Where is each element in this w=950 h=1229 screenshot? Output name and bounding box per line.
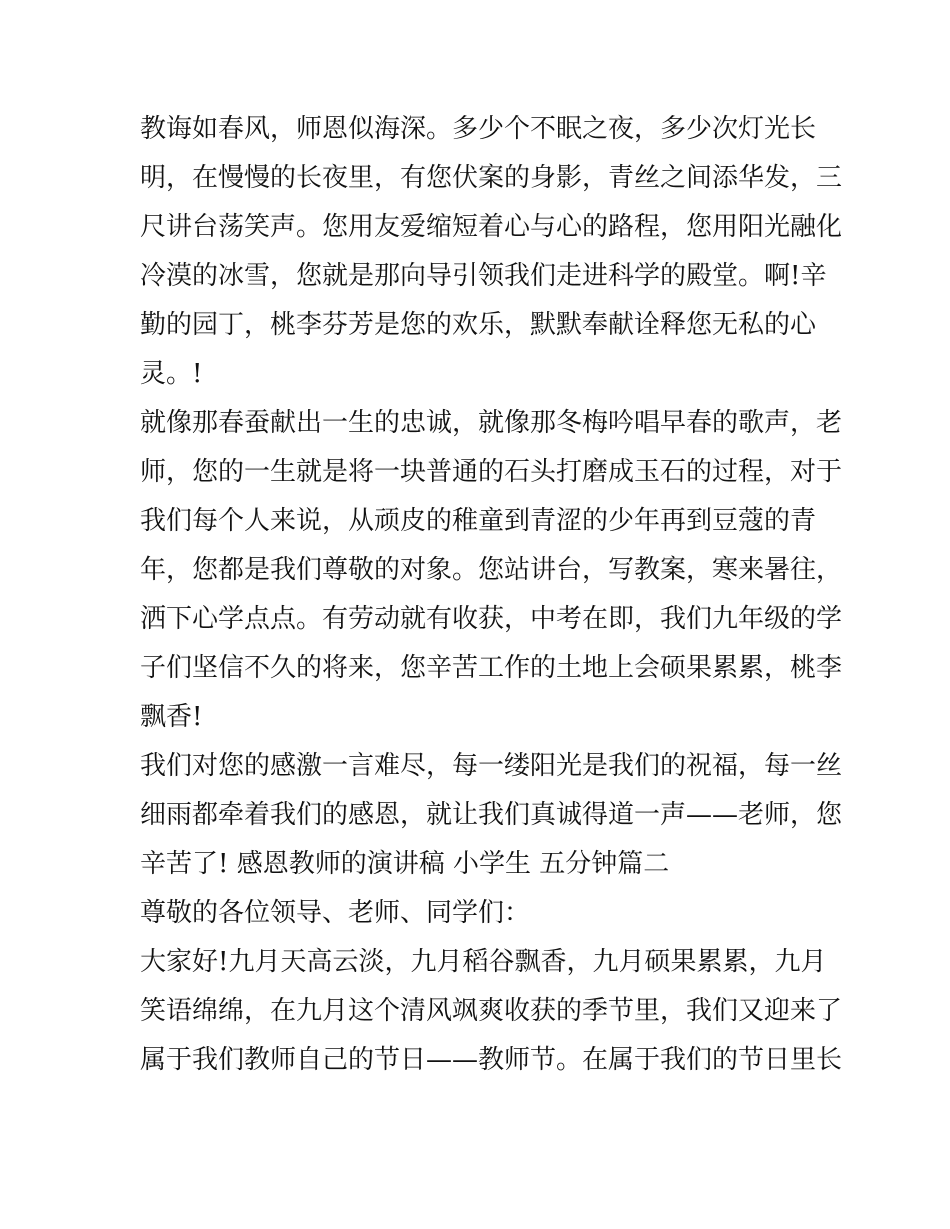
text-line: 就像那春蚕献出一生的忠诚，就像那冬梅吟唱早春的歌声，老 xyxy=(140,408,843,438)
text-line: 飘香! xyxy=(140,702,203,732)
text-line: 灵。! xyxy=(140,359,203,389)
text-line: 笑语绵绵，在九月这个清风飒爽收获的季节里，我们又迎来了 xyxy=(140,996,843,1026)
text-line: 师，您的一生就是将一块普通的石头打磨成玉石的过程，对于 xyxy=(140,457,843,487)
text-line: 冷漠的冰雪，您就是那向导引领我们走进科学的殿堂。啊!辛 xyxy=(140,261,827,291)
text-line: 子们坚信不久的将来，您辛苦工作的土地上会硕果累累，桃李 xyxy=(140,653,843,683)
text-line: 细雨都牵着我们的感恩，就让我们真诚得道一声——老师，您 xyxy=(140,800,843,830)
text-line: 明，在慢慢的长夜里，有您伏案的身影，青丝之间添华发，三 xyxy=(140,163,843,193)
text-line: 大家好!九月天高云淡，九月稻谷飘香，九月硕果累累，九月 xyxy=(140,947,827,977)
text-line: 属于我们教师自己的节日——教师节。在属于我们的节日里长 xyxy=(140,1045,843,1075)
text-line: 教诲如春风，师恩似海深。多少个不眠之夜，多少次灯光长 xyxy=(140,114,817,144)
text-line: 洒下心学点点。有劳动就有收获，中考在即，我们九年级的学 xyxy=(140,604,843,634)
document-body xyxy=(140,105,843,1085)
text-line: 辛苦了! 感恩教师的演讲稿 小学生 五分钟篇二 xyxy=(140,849,670,879)
text-line: 我们对您的感激一言难尽，每一缕阳光是我们的祝福，每一丝 xyxy=(140,751,843,781)
text-line: 尊敬的各位领导、老师、同学们： xyxy=(140,898,531,928)
text-line: 勤的园丁，桃李芬芳是您的欢乐，默默奉献诠释您无私的心 xyxy=(140,310,817,340)
text-line: 我们每个人来说，从顽皮的稚童到青涩的少年再到豆蔻的青 xyxy=(140,506,817,536)
text-line: 尺讲台荡笑声。您用友爱缩短着心与心的路程，您用阳光融化 xyxy=(140,212,843,242)
text-line: 年，您都是我们尊敬的对象。您站讲台，写教案，寒来暑往， xyxy=(140,555,843,585)
